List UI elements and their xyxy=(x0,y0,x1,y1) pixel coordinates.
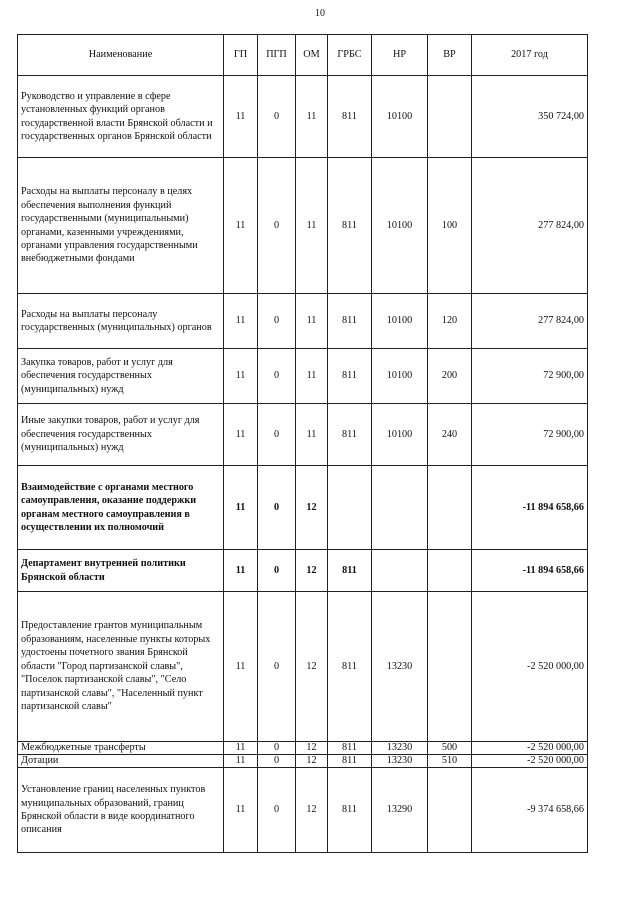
row-om: 12 xyxy=(296,592,328,742)
row-om: 11 xyxy=(296,294,328,349)
row-grbs: 811 xyxy=(328,550,372,592)
row-gp: 11 xyxy=(224,768,258,853)
row-om: 12 xyxy=(296,550,328,592)
row-grbs: 811 xyxy=(328,294,372,349)
row-om: 12 xyxy=(296,755,328,768)
row-np: 10100 xyxy=(372,294,428,349)
row-gp: 11 xyxy=(224,742,258,755)
row-np: 13290 xyxy=(372,768,428,853)
row-amount: -9 374 658,66 xyxy=(472,768,588,853)
row-om: 12 xyxy=(296,768,328,853)
header-ppgp: ПГП xyxy=(258,35,296,76)
row-ppgp: 0 xyxy=(258,76,296,158)
row-vr xyxy=(428,466,472,550)
row-np: 13230 xyxy=(372,592,428,742)
table-row xyxy=(18,550,588,592)
row-om: 12 xyxy=(296,466,328,550)
row-gp: 11 xyxy=(224,466,258,550)
header-vr: ВР xyxy=(428,35,472,76)
row-gp: 11 xyxy=(224,158,258,294)
row-vr: 200 xyxy=(428,349,472,404)
row-amount: 350 724,00 xyxy=(472,76,588,158)
row-vr xyxy=(428,592,472,742)
row-np: 10100 xyxy=(372,349,428,404)
row-ppgp: 0 xyxy=(258,755,296,768)
table-row xyxy=(18,466,588,550)
budget-table xyxy=(17,34,588,853)
page-number: 10 xyxy=(315,8,325,19)
row-ppgp: 0 xyxy=(258,466,296,550)
row-grbs: 811 xyxy=(328,768,372,853)
row-np: 10100 xyxy=(372,158,428,294)
row-amount: 72 900,00 xyxy=(472,349,588,404)
row-gp: 11 xyxy=(224,349,258,404)
row-ppgp: 0 xyxy=(258,768,296,853)
row-grbs: 811 xyxy=(328,349,372,404)
table-row xyxy=(18,755,588,768)
row-amount: 277 824,00 xyxy=(472,158,588,294)
table-row xyxy=(18,404,588,466)
row-grbs: 811 xyxy=(328,755,372,768)
row-grbs: 811 xyxy=(328,76,372,158)
table-row xyxy=(18,76,588,158)
row-om: 12 xyxy=(296,742,328,755)
row-vr: 240 xyxy=(428,404,472,466)
row-ppgp: 0 xyxy=(258,158,296,294)
row-name: Расходы на выплаты персоналу в целях обеспечения выполнения функций государственными (муниципальными) органами, казенными учреждениями, органами управления государственными внебюджетными фондами xyxy=(18,158,224,294)
row-gp: 11 xyxy=(224,294,258,349)
row-np: 13230 xyxy=(372,742,428,755)
header-np: НР xyxy=(372,35,428,76)
row-np xyxy=(372,550,428,592)
row-amount: -11 894 658,66 xyxy=(472,550,588,592)
row-np: 13230 xyxy=(372,755,428,768)
row-name: Расходы на выплаты персоналу государственных (муниципальных) органов xyxy=(18,294,224,349)
row-gp: 11 xyxy=(224,755,258,768)
row-vr xyxy=(428,76,472,158)
header-grbs: ГРБС xyxy=(328,35,372,76)
row-name: Департамент внутренней политики Брянской области xyxy=(18,550,224,592)
row-ppgp: 0 xyxy=(258,550,296,592)
row-name: Дотации xyxy=(18,755,224,768)
row-grbs: 811 xyxy=(328,742,372,755)
row-name: Иные закупки товаров, работ и услуг для обеспечения государственных (муниципальных) нужд xyxy=(18,404,224,466)
row-name: Предоставление грантов муниципальным образованиям, населенные пункты которых удостоены почетного звания Брянской области "Город партизанской славы", "Поселок партизанской славы", "Село партизанской славы", "Населенный пункт партизанской славы" xyxy=(18,592,224,742)
table-row xyxy=(18,768,588,853)
table-row xyxy=(18,158,588,294)
row-grbs: 811 xyxy=(328,404,372,466)
row-amount: -2 520 000,00 xyxy=(472,742,588,755)
row-grbs: 811 xyxy=(328,158,372,294)
row-amount: 277 824,00 xyxy=(472,294,588,349)
row-amount: 72 900,00 xyxy=(472,404,588,466)
row-om: 11 xyxy=(296,404,328,466)
row-gp: 11 xyxy=(224,404,258,466)
table-row xyxy=(18,294,588,349)
row-amount: -2 520 000,00 xyxy=(472,755,588,768)
table-row xyxy=(18,742,588,755)
table-row xyxy=(18,592,588,742)
row-np xyxy=(372,466,428,550)
row-om: 11 xyxy=(296,158,328,294)
row-om: 11 xyxy=(296,349,328,404)
row-name: Взаимодействие с органами местного самоуправления, оказание поддержки органам местного самоуправления в осуществлении их полномочий xyxy=(18,466,224,550)
row-amount: -2 520 000,00 xyxy=(472,592,588,742)
row-ppgp: 0 xyxy=(258,742,296,755)
row-name: Руководство и управление в сфере установленных функций органов государственной власти Брянской области и государственных органов Брянской области xyxy=(18,76,224,158)
row-ppgp: 0 xyxy=(258,592,296,742)
row-amount: -11 894 658,66 xyxy=(472,466,588,550)
row-name: Закупка товаров, работ и услуг для обеспечения государственных (муниципальных) нужд xyxy=(18,349,224,404)
header-gp: ГП xyxy=(224,35,258,76)
table-row xyxy=(18,349,588,404)
row-gp: 11 xyxy=(224,592,258,742)
row-grbs xyxy=(328,466,372,550)
row-ppgp: 0 xyxy=(258,294,296,349)
header-row xyxy=(18,35,588,76)
row-np: 10100 xyxy=(372,76,428,158)
row-gp: 11 xyxy=(224,76,258,158)
header-name: Наименование xyxy=(18,35,224,76)
row-om: 11 xyxy=(296,76,328,158)
header-year: 2017 год xyxy=(472,35,588,76)
header-om: ОМ xyxy=(296,35,328,76)
row-grbs: 811 xyxy=(328,592,372,742)
row-gp: 11 xyxy=(224,550,258,592)
row-np: 10100 xyxy=(372,404,428,466)
row-ppgp: 0 xyxy=(258,349,296,404)
row-vr: 500 xyxy=(428,742,472,755)
row-vr xyxy=(428,768,472,853)
row-name: Межбюджетные трансферты xyxy=(18,742,224,755)
row-ppgp: 0 xyxy=(258,404,296,466)
row-vr: 510 xyxy=(428,755,472,768)
row-vr xyxy=(428,550,472,592)
row-name: Установление границ населенных пунктов муниципальных образований, границ Брянской области в виде координатного описания xyxy=(18,768,224,853)
row-vr: 100 xyxy=(428,158,472,294)
row-vr: 120 xyxy=(428,294,472,349)
